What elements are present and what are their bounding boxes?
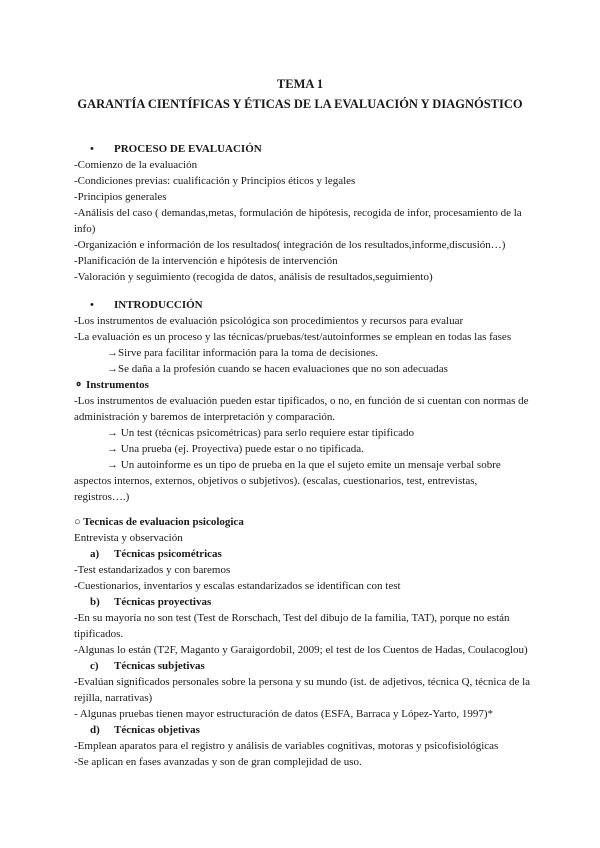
subheading-text: Técnicas objetivas <box>114 724 200 736</box>
list-item: -Comienzo de la evaluación <box>74 159 198 171</box>
list-item: -Se aplican en fases avanzadas y son de gran complejidad de uso. <box>74 756 362 768</box>
heading-text: PROCESO DE EVALUACIÓN <box>114 143 262 155</box>
item-letter: d) <box>90 724 100 736</box>
arrow-point: → Un test (técnicas psicométricas) para serlo requiere estar tipificado <box>107 427 414 439</box>
bullet-icon: • <box>90 143 94 155</box>
section-proceso <box>74 141 532 285</box>
title-block <box>0 76 600 113</box>
arrow-point: →Sirve para facilitar información para la toma de decisiones. <box>107 347 378 359</box>
section-heading-proceso <box>74 141 532 157</box>
list-item: - Algunas pruebas tienen mayor estructuración de datos (ESFA, Barraca y López-Yarto, 1997)* <box>74 708 494 720</box>
item-letter: b) <box>90 596 100 608</box>
list-item: -Valoración y seguimiento (recogida de datos, análisis de resultados,seguimiento) <box>74 271 433 283</box>
arrow-point: → Una prueba (ej. Proyectiva) puede estar o no tipificada. <box>107 443 364 455</box>
subheading-objetivas <box>74 722 532 738</box>
topic-number: TEMA 1 <box>276 77 324 91</box>
subheading-proyectivas <box>74 594 532 610</box>
paragraph-line: -Los instrumentos de evaluación pueden estar tipificados, o no, en función de si cuentan con normas de administración y baremos de interpretación y comparación. <box>74 395 529 423</box>
subheading-text: Técnicas subjetivas <box>114 660 205 672</box>
bullet-icon: • <box>90 299 94 311</box>
section-tecnicas <box>74 514 532 770</box>
subheading-text: Técnicas psicométricas <box>114 548 222 560</box>
arrow-point: → Un autoinforme es un tipo de prueba en la que el sujeto emite un mensaje verbal sobre aspectos internos, externos, objetivos o subjetivos). (escalas, cuestionarios, test, entrevistas, registros….) <box>74 459 501 503</box>
list-item: -Organización e información de los resultados( integración de los resultados,informe,discusión…) <box>74 239 506 251</box>
subheading-subjetivas <box>74 658 532 674</box>
list-item: -Evalúan significados personales sobre la persona y su mundo (ist. de adjetivos, técnica Q, técnica de la rejilla, narrativas) <box>74 676 531 704</box>
subsection-heading-instrumentos: ⚬ Instrumentos <box>74 379 149 391</box>
list-item: -Principios generales <box>74 191 167 203</box>
paragraph-line: -Los instrumentos de evaluación psicológica son procedimientos y recursos para evaluar <box>74 315 464 327</box>
section-heading-introduccion <box>74 297 532 313</box>
paragraph-line: Entrevista y observación <box>74 532 183 544</box>
section-heading-tecnicas: ○ Tecnicas de evaluacion psicologica <box>74 516 244 528</box>
section-introduccion <box>74 297 532 505</box>
list-item: -Cuestionarios, inventarios y escalas estandarizados se identifican con test <box>74 580 401 592</box>
item-letter: a) <box>90 548 100 560</box>
list-item: -Emplean aparatos para el registro y análisis de variables cognitivas, motoras y psicofisiológicas <box>74 740 499 752</box>
heading-text: INTRODUCCIÓN <box>114 299 203 311</box>
arrow-point: →Se daña a la profesión cuando se hacen evaluaciones que no son adecuadas <box>107 363 448 375</box>
list-item: -Planificación de la intervención e hipótesis de intervención <box>74 255 338 267</box>
list-item: -Análisis del caso ( demandas,metas, formulación de hipótesis, recogida de infor, procesamiento de la info) <box>74 207 522 235</box>
list-item: -Algunas lo están (T2F, Maganto y Garaigordobil, 2009; el test de los Cuentos de Hadas, Coulacoglou) <box>74 644 528 656</box>
list-item: -En su mayoría no son test (Test de Rorschach, Test del dibujo de la familia, TAT), porque no están tipificados. <box>74 612 510 640</box>
item-letter: c) <box>90 660 99 672</box>
subheading-text: Técnicas proyectivas <box>114 596 212 608</box>
subheading-psicometricas <box>74 546 532 562</box>
list-item: -Condiciones previas: cualificación y Principios éticos y legales <box>74 175 356 187</box>
document-title: GARANTÍA CIENTÍFICAS Y ÉTICAS DE LA EVALUACIÓN Y DIAGNÓSTICO <box>77 97 523 111</box>
paragraph-line: -La evaluación es un proceso y las técnicas/pruebas/test/autoinformes se emplean en todas las fases <box>74 331 512 343</box>
list-item: -Test estandarizados y con baremos <box>74 564 231 576</box>
